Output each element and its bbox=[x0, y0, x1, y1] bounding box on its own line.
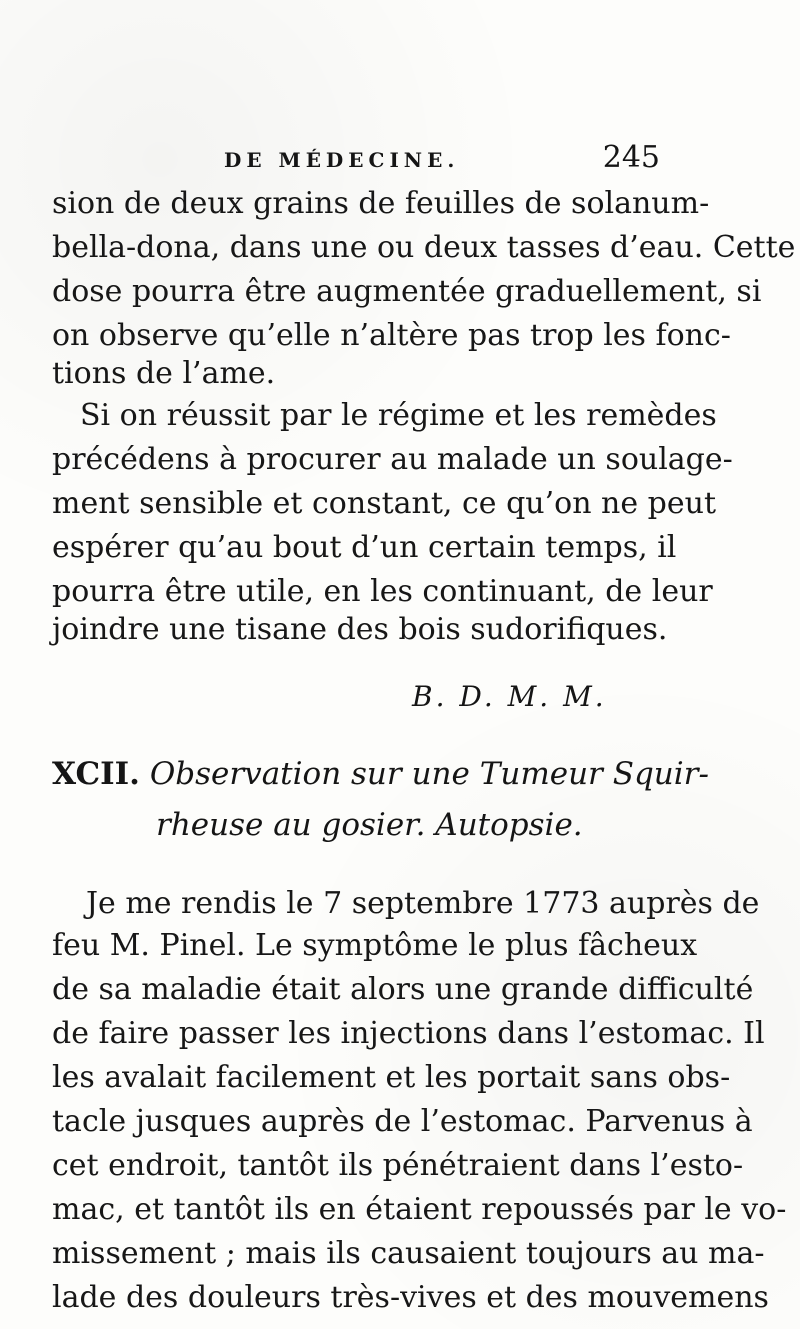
text-line: lade des douleurs très-vives et des mouvemens bbox=[52, 1280, 769, 1315]
observation-title-line1: Observation sur une Tumeur Squir- bbox=[149, 756, 709, 792]
observation-number: XCII. bbox=[52, 756, 140, 792]
text-line: joindre une tisane des bois sudorifiques. bbox=[52, 612, 668, 647]
text-line: mac, et tantôt ils en étaient repoussés par le vo- bbox=[52, 1192, 787, 1227]
text-line: bella-dona, dans une ou deux tasses d’eau. Cette bbox=[52, 230, 796, 265]
running-head-title: DE MÉDECINE. bbox=[224, 148, 460, 172]
text-line: on observe qu’elle n’altère pas trop les fonc- bbox=[52, 318, 731, 353]
page-number: 245 bbox=[602, 140, 660, 175]
text-line: dose pourra être augmentée graduellement, si bbox=[52, 274, 762, 309]
text-line: les avalait facilement et les portait sans obs- bbox=[52, 1060, 731, 1095]
observation-title-line2: rheuse au gosier. Autopsie. bbox=[156, 807, 583, 843]
signature: B. D. M. M. bbox=[412, 680, 607, 713]
text-line: pourra être utile, en les continuant, de leur bbox=[52, 574, 713, 609]
running-head bbox=[224, 140, 660, 178]
text-line: de faire passer les injections dans l’estomac. Il bbox=[52, 1016, 765, 1051]
observation-heading bbox=[52, 754, 709, 794]
text-line: tions de l’ame. bbox=[52, 356, 276, 391]
text-line: Je me rendis le 7 septembre 1773 auprès de bbox=[86, 886, 760, 921]
text-line: sion de deux grains de feuilles de solanum- bbox=[52, 186, 710, 221]
text-line: espérer qu’au bout d’un certain temps, il bbox=[52, 530, 677, 565]
text-line: précédens à procurer au malade un soulage- bbox=[52, 442, 733, 477]
text-line: feu M. Pinel. Le symptôme le plus fâcheux bbox=[52, 928, 698, 963]
text-line: de sa maladie était alors une grande difficulté bbox=[52, 972, 754, 1007]
text-line: tacle jusques auprès de l’estomac. Parvenus à bbox=[52, 1104, 753, 1139]
text-line: cet endroit, tantôt ils pénétraient dans l’esto- bbox=[52, 1148, 744, 1183]
text-line: missement ; mais ils causaient toujours au ma- bbox=[52, 1236, 765, 1271]
text-line: ment sensible et constant, ce qu’on ne peut bbox=[52, 486, 716, 521]
text-line: Si on réussit par le régime et les remèdes bbox=[80, 398, 717, 433]
